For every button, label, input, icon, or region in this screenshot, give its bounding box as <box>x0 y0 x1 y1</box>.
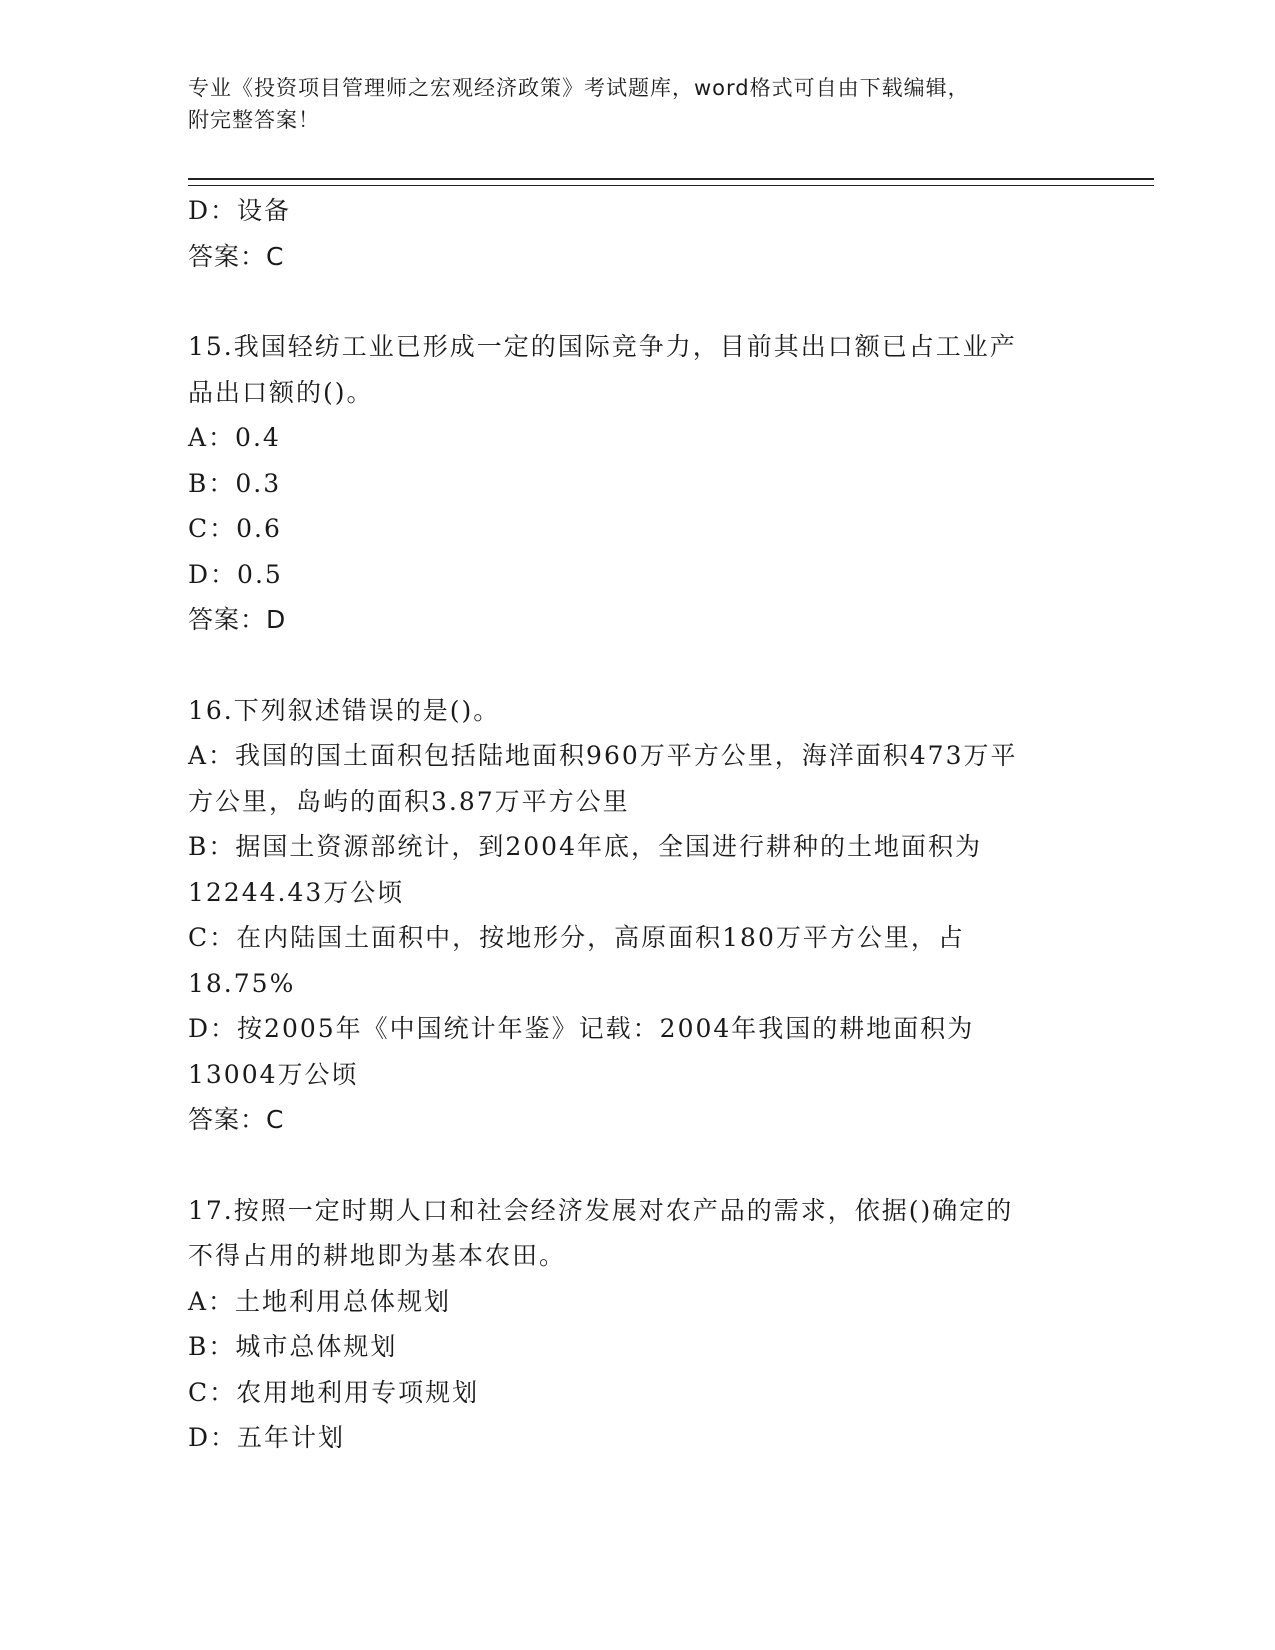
option-c: C：在内陆国土面积中，按地形分，高原面积180万平方公里，占 <box>188 923 965 952</box>
option-d: D：按2005年《中国统计年鉴》记载：2004年我国的耕地面积为 <box>188 1014 975 1043</box>
question-stem-cont: 品出口额的()。 <box>188 377 374 407</box>
option-b: B：城市总体规划 <box>188 1332 398 1361</box>
option-d: D：五年计划 <box>188 1423 346 1452</box>
question-stem: 17.按照一定时期人口和社会经济发展对农产品的需求，依据()确定的 <box>188 1195 1014 1225</box>
spacer <box>188 279 1088 324</box>
option-a: A：土地利用总体规划 <box>188 1286 452 1316</box>
spacer <box>188 1143 1088 1188</box>
spacer <box>188 643 1088 688</box>
option-a: A：0.4 <box>188 423 281 452</box>
option-b-cont: 12244.43万公顷 <box>188 877 405 907</box>
answer: 答案：D <box>188 605 287 634</box>
question-stem-cont: 不得占用的耕地即为基本农田。 <box>188 1241 567 1270</box>
option-c: C：农用地利用专项规划 <box>188 1377 480 1407</box>
option-a-cont: 方公里，岛屿的面积3.87万平方公里 <box>188 786 630 816</box>
document-body <box>188 188 1088 1461</box>
prev-answer: 答案：C <box>188 241 285 271</box>
option-b: B：据国土资源部统计，到2004年底，全国进行耕种的土地面积为 <box>188 832 982 861</box>
page-header <box>188 72 1088 136</box>
question-16 <box>188 688 1088 1143</box>
option-d-cont: 13004万公顷 <box>188 1059 359 1089</box>
header-divider <box>188 178 1154 186</box>
question-stem: 16.下列叙述错误的是()。 <box>188 695 501 725</box>
option-a: A：我国的国土面积包括陆地面积960万平方公里，海洋面积473万平 <box>188 741 1018 770</box>
header-line-1: 专业《投资项目管理师之宏观经济政策》考试题库，word格式可自由下载编辑， <box>188 76 970 100</box>
option-c: C：0.6 <box>188 514 282 543</box>
answer: 答案：C <box>188 1105 285 1134</box>
question-17 <box>188 1188 1088 1461</box>
option-c-cont: 18.75% <box>188 968 296 998</box>
prev-option-d: D：设备 <box>188 196 292 225</box>
question-15 <box>188 324 1088 643</box>
option-b: B：0.3 <box>188 468 282 498</box>
header-line-2: 附完整答案！ <box>188 108 320 132</box>
option-d: D：0.5 <box>188 559 283 589</box>
question-stem: 15.我国轻纺工业已形成一定的国际竞争力，目前其出口额已占工业产 <box>188 332 1017 361</box>
